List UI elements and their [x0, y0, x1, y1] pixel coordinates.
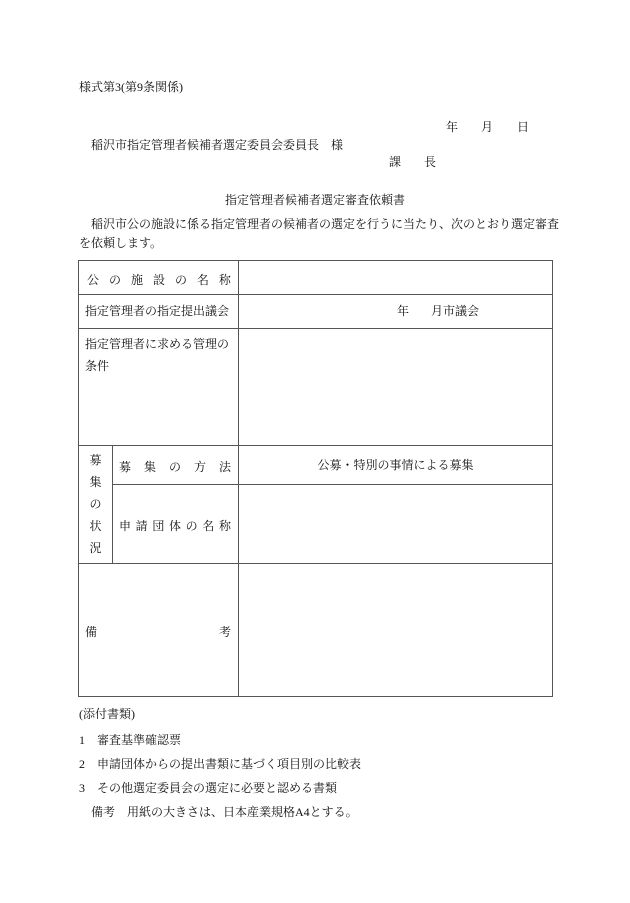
- sender-suffix: 長: [424, 155, 437, 169]
- label-char: 施: [130, 273, 143, 287]
- column-divider: [238, 261, 239, 696]
- applicant-label: [119, 517, 231, 534]
- label-char: 状: [89, 519, 102, 533]
- conditions-label-2: 条件: [85, 359, 110, 373]
- label-char: の: [168, 460, 181, 474]
- label-char: 体: [168, 519, 181, 533]
- attachment-num: 3: [79, 781, 85, 795]
- label-char: 方: [193, 460, 206, 474]
- label-char: の: [108, 273, 121, 287]
- label-char: 称: [218, 519, 231, 533]
- label-char: 募: [89, 453, 102, 467]
- sender-prefix: 課: [389, 155, 402, 169]
- label-char: 団: [152, 519, 165, 533]
- label-char: 考: [218, 625, 231, 639]
- label-char: 法: [218, 460, 231, 474]
- label-char: 況: [89, 541, 102, 555]
- council-year: 年: [397, 304, 410, 318]
- intro-line-2: を依頼します。: [79, 236, 163, 250]
- attachment-item: 審査基準確認票: [97, 733, 182, 747]
- label-char: 申: [119, 519, 132, 533]
- label-char: 名: [196, 273, 209, 287]
- method-label: [119, 458, 231, 475]
- label-char: 備: [85, 625, 98, 639]
- column-divider: [112, 445, 113, 563]
- conditions-label-1: 指定管理者に求める管理の: [85, 337, 230, 351]
- label-char: の: [185, 519, 198, 533]
- label-char: 集: [89, 475, 102, 489]
- label-char: 募: [119, 460, 132, 474]
- attachment-item: その他選定委員会の選定に必要と認める書類: [97, 781, 338, 795]
- row-divider: [79, 294, 552, 295]
- remarks-label: [85, 623, 231, 640]
- council-label: 指定管理者の指定提出議会: [85, 304, 230, 318]
- method-value: 公募・特別の事情による募集: [317, 458, 474, 472]
- request-table: [78, 260, 553, 697]
- label-char: 集: [143, 460, 156, 474]
- attachment-num: 2: [79, 757, 85, 771]
- label-char: の: [89, 497, 102, 511]
- row-divider: [112, 484, 552, 485]
- document-title: 指定管理者候補者選定審査依頼書: [224, 193, 405, 207]
- date-month: 月: [481, 120, 494, 134]
- attachments-heading: (添付書類): [79, 707, 135, 721]
- facility-name-label: [87, 271, 231, 288]
- label-char: の: [174, 273, 187, 287]
- row-divider: [79, 563, 552, 564]
- row-divider: [79, 328, 552, 329]
- label-char: 請: [135, 519, 148, 533]
- label-char: 設: [152, 273, 165, 287]
- attachment-num: 1: [79, 733, 85, 747]
- form-number: 様式第3(第9条関係): [79, 80, 183, 94]
- label-char: 名: [202, 519, 215, 533]
- date-day: 日: [517, 120, 530, 134]
- label-char: 公: [87, 273, 100, 287]
- note: 備考 用紙の大きさは、日本産業規格A4とする。: [91, 805, 358, 819]
- date-year: 年: [446, 120, 459, 134]
- attachment-item: 申請団体からの提出書類に基づく項目別の比較表: [97, 757, 362, 771]
- addressee: 稲沢市指定管理者候補者選定委員会委員長 様: [91, 138, 344, 152]
- council-month: 月市議会: [431, 304, 480, 318]
- row-divider: [79, 445, 552, 446]
- label-char: 称: [218, 273, 231, 287]
- recruitment-status-label: [79, 449, 112, 559]
- intro-line-1: 稲沢市公の施設に係る指定管理者の候補者の選定を行うに当たり、次のとおり選定審査: [91, 217, 560, 231]
